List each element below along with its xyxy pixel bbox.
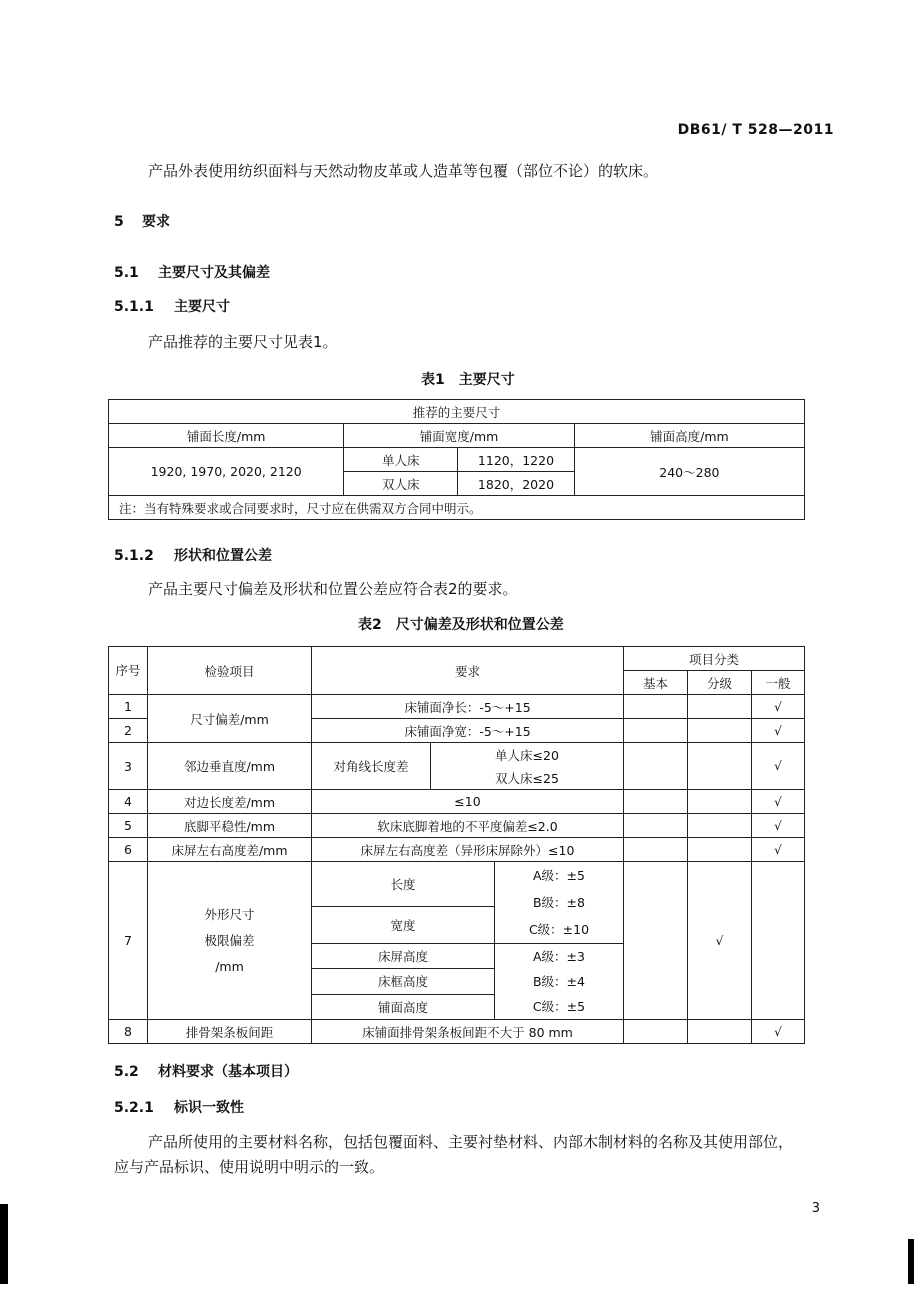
table-cell: 底脚平稳性/mm — [148, 814, 312, 838]
table-header-cell: 分级 — [688, 671, 752, 695]
table-cell — [624, 719, 688, 743]
table-cell: 1920, 1970, 2020, 2120 — [109, 448, 344, 496]
table-header-cell: 一般 — [752, 671, 805, 695]
section-number: 5.2 — [114, 1064, 139, 1080]
table-1-caption: 表1 主要尺寸 — [421, 372, 515, 388]
check-mark: √ — [752, 1020, 805, 1044]
section-5-1-2-heading — [114, 545, 272, 565]
table-cell — [624, 743, 688, 790]
table-cell: 4 — [109, 790, 148, 814]
table-cell — [688, 719, 752, 743]
table-cell: ≤10 — [312, 790, 624, 814]
section-title: 材料要求（基本项目） — [158, 1064, 298, 1080]
table-header-cell: 项目分类 — [624, 647, 805, 671]
table-cell — [624, 814, 688, 838]
section-number: 5.2.1 — [114, 1100, 154, 1116]
grade-line: C级：±5 — [532, 999, 586, 1014]
scan-edge-mark — [0, 1204, 8, 1284]
check-mark: √ — [752, 790, 805, 814]
table-cell: 床框高度 — [312, 969, 495, 994]
table-cell: 2 — [109, 719, 148, 743]
table-cell — [688, 743, 752, 790]
table-header-cell: 要求 — [312, 647, 624, 695]
check-mark: √ — [752, 719, 805, 743]
table-cell — [624, 838, 688, 862]
section-number: 5.1 — [114, 265, 139, 281]
paragraph-5-2-1-line1: 产品所使用的主要材料名称，包括包覆面料、主要衬垫材料、内部木制材料的名称及其使用部位， — [148, 1133, 794, 1151]
table-cell: 8 — [109, 1020, 148, 1044]
table-cell: 双人床 — [344, 472, 458, 496]
table-cell: 床屏高度 — [312, 944, 495, 969]
table-cell — [624, 862, 688, 1020]
table-cell: 5 — [109, 814, 148, 838]
grade-line: A级：±3 — [533, 949, 585, 964]
table-cell: 6 — [109, 838, 148, 862]
table-header-cell: 铺面长度/mm — [109, 424, 344, 448]
table-cell — [688, 838, 752, 862]
table-cell: 双人床≤25 — [431, 766, 624, 790]
grade-line: A级：±5 — [533, 868, 585, 883]
document-code: DB61/ T 528—2011 — [677, 122, 834, 138]
grade-line: B级：±8 — [532, 895, 585, 910]
table-cell: 1820，2020 — [458, 472, 575, 496]
section-5-heading — [114, 211, 170, 231]
paragraph-5-2-1-line2: 应与产品标识、使用说明中明示的一致。 — [114, 1158, 385, 1176]
table-cell: 铺面高度 — [312, 994, 495, 1019]
table-header-cell: 铺面高度/mm — [574, 424, 804, 448]
grade-line: B级：±4 — [532, 974, 585, 989]
check-mark: √ — [752, 695, 805, 719]
table-header-cell: 检验项目 — [148, 647, 312, 695]
section-title: 主要尺寸 — [174, 299, 230, 315]
table-cell — [624, 1020, 688, 1044]
table-cell: 3 — [109, 743, 148, 790]
table-cell — [688, 1020, 752, 1044]
check-mark: √ — [752, 743, 805, 790]
table-cell — [624, 695, 688, 719]
table-main-dimensions — [108, 399, 805, 520]
section-number: 5 — [114, 214, 124, 230]
section-number: 5.1.2 — [114, 548, 154, 564]
table-header-cell: 基本 — [624, 671, 688, 695]
table-cell — [624, 790, 688, 814]
table-cell: 床铺面净长：-5～+15 — [312, 695, 624, 719]
table-cell: 软床底脚着地的不平度偏差≤2.0 — [312, 814, 624, 838]
section-title: 主要尺寸及其偏差 — [158, 265, 270, 281]
table-cell: 1120，1220 — [458, 448, 575, 472]
table-cell: 尺寸偏差/mm — [148, 695, 312, 743]
check-mark: √ — [752, 814, 805, 838]
table-cell: 长度 — [312, 862, 495, 907]
table-cell: 床屏左右高度差/mm — [148, 838, 312, 862]
table-cell: 1 — [109, 695, 148, 719]
table-cell — [688, 814, 752, 838]
table-tolerances — [108, 646, 805, 1044]
paragraph-5-1-1: 产品推荐的主要尺寸见表1。 — [148, 333, 338, 351]
table-cell: 床铺面排骨架条板间距不大于 80 mm — [312, 1020, 624, 1044]
scan-edge-mark — [908, 1239, 914, 1284]
page-number: 3 — [811, 1201, 820, 1216]
table-cell: 240～280 — [574, 448, 804, 496]
section-5-2-1-heading — [114, 1097, 244, 1117]
section-title: 标识一致性 — [174, 1100, 244, 1116]
check-mark: √ — [688, 862, 752, 1020]
item-line: 极限偏差 — [204, 932, 255, 948]
table-cell: 床铺面净宽：-5～+15 — [312, 719, 624, 743]
table-cell: 邻边垂直度/mm — [148, 743, 312, 790]
table-cell: 单人床 — [344, 448, 458, 472]
grade-line: C级：±10 — [528, 922, 590, 937]
table-header-cell: 铺面宽度/mm — [344, 424, 575, 448]
item-line: /mm — [215, 958, 244, 974]
section-5-1-heading — [114, 262, 270, 282]
table-header-cell: 序号 — [109, 647, 148, 695]
table-cell — [148, 862, 312, 1020]
table-cell: 单人床≤20 — [431, 743, 624, 767]
intro-paragraph: 产品外表使用纺织面料与天然动物皮革或人造革等包覆（部位不论）的软床。 — [148, 162, 659, 180]
table-cell — [688, 790, 752, 814]
table-cell: 床屏左右高度差（异形床屏除外）≤10 — [312, 838, 624, 862]
table-cell: 7 — [109, 862, 148, 1020]
section-5-1-1-heading — [114, 296, 230, 316]
table-cell — [495, 944, 624, 1020]
check-mark: √ — [752, 838, 805, 862]
section-number: 5.1.1 — [114, 299, 154, 315]
table-note: 注：当有特殊要求或合同要求时，尺寸应在供需双方合同中明示。 — [109, 496, 805, 520]
table-cell: 宽度 — [312, 907, 495, 944]
section-5-2-heading — [114, 1061, 298, 1081]
table-cell: 对角线长度差 — [312, 743, 431, 790]
table-cell — [752, 862, 805, 1020]
table-2-caption: 表2 尺寸偏差及形状和位置公差 — [358, 617, 564, 633]
table-cell: 对边长度差/mm — [148, 790, 312, 814]
section-title: 要求 — [142, 214, 170, 230]
table-header-cell: 推荐的主要尺寸 — [109, 400, 805, 424]
table-cell: 排骨架条板间距 — [148, 1020, 312, 1044]
section-title: 形状和位置公差 — [174, 548, 272, 564]
table-cell — [688, 695, 752, 719]
item-line: 外形尺寸 — [204, 906, 255, 922]
table-cell — [495, 862, 624, 944]
paragraph-5-1-2: 产品主要尺寸偏差及形状和位置公差应符合表2的要求。 — [148, 580, 518, 598]
